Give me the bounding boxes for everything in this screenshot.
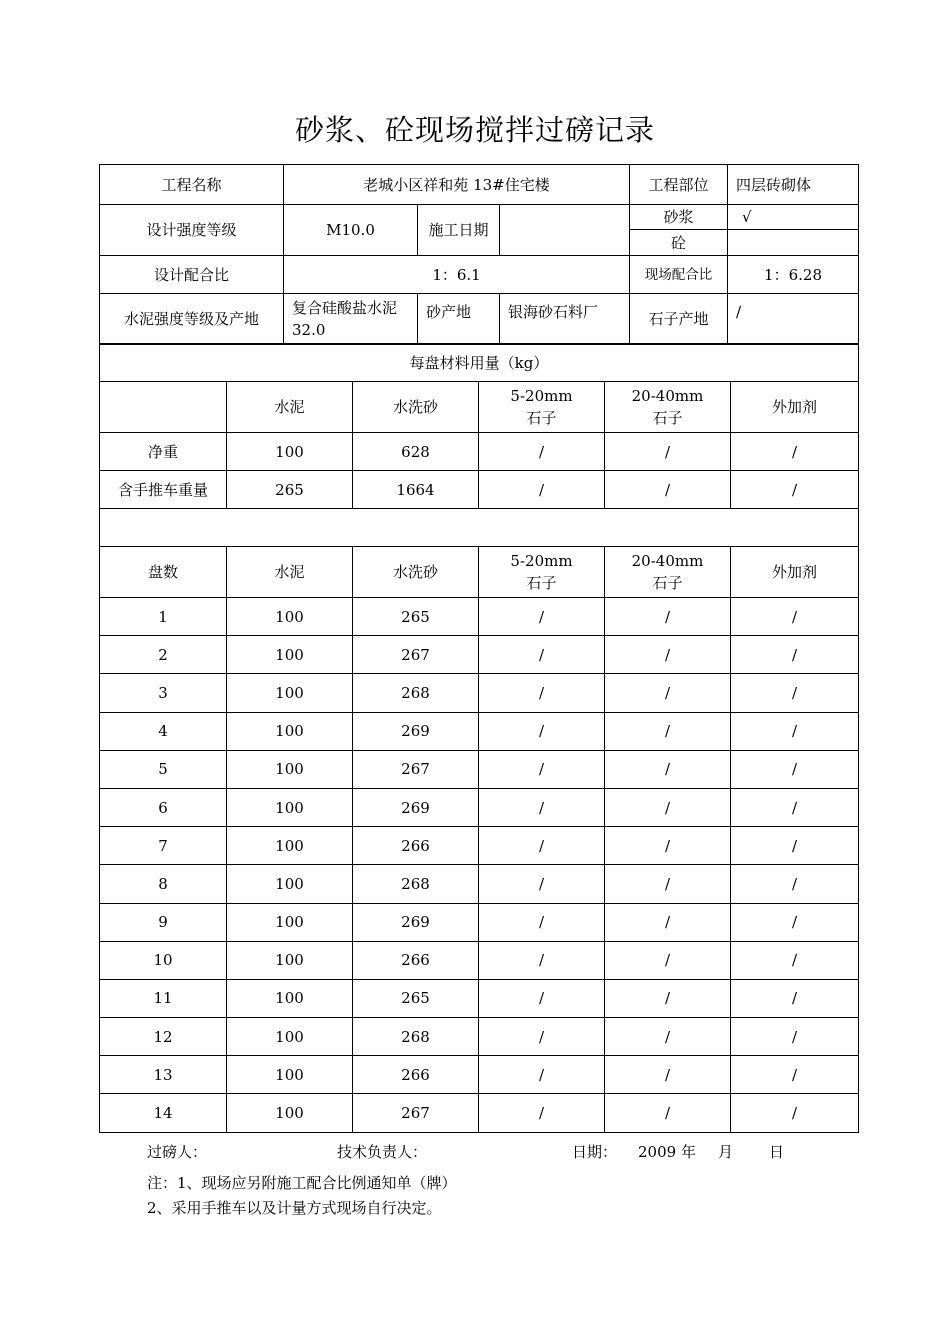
- batch-row: [100, 598, 859, 636]
- mortar-label: 砂浆: [630, 205, 728, 230]
- mix-label: 设计配合比: [100, 256, 284, 294]
- batch-stone-20-40: /: [605, 941, 731, 979]
- batch-additive: /: [731, 712, 859, 750]
- stone-origin-label: 石子产地: [630, 294, 728, 345]
- site-mix-label: 现场配合比: [630, 256, 728, 294]
- batch-sand: 266: [353, 1056, 479, 1094]
- batch-cement: 100: [227, 979, 353, 1017]
- batch-sand: 267: [353, 750, 479, 788]
- batch-stone-5-20: /: [479, 903, 605, 941]
- spacer-row: [100, 509, 859, 547]
- header-empty-cell: [100, 382, 227, 433]
- concrete-check: [728, 230, 859, 256]
- batch-cement: 100: [227, 1018, 353, 1056]
- batch-cement: 100: [227, 712, 353, 750]
- batch-row: [100, 941, 859, 979]
- batch-cement: 100: [227, 827, 353, 865]
- batch-additive: /: [731, 674, 859, 712]
- batch-row: [100, 903, 859, 941]
- batch-number: 5: [100, 750, 227, 788]
- col-stone-5-20-label: 石子: [526, 409, 557, 427]
- net-stone-20-40: /: [605, 433, 731, 471]
- batch-stone-5-20: /: [479, 636, 605, 674]
- batch-number: 14: [100, 1094, 227, 1132]
- batch-number: 7: [100, 827, 227, 865]
- batch-additive: /: [731, 865, 859, 903]
- batch-row: [100, 979, 859, 1017]
- net-weight-row: [100, 433, 859, 471]
- cement-line1: 复合硅酸盐水泥: [292, 299, 398, 317]
- batch-row: [100, 750, 859, 788]
- note-1: 注：1、现场应另附施工配合比例通知单（牌）: [147, 1174, 457, 1192]
- sand-origin-value: 银海砂石料厂: [500, 294, 630, 345]
- batch-cement: 100: [227, 941, 353, 979]
- cement-line2: 32.0: [292, 321, 326, 339]
- batch-stone-20-40: /: [605, 1094, 731, 1132]
- col-stone-20-40-label-2: 石子: [652, 574, 683, 592]
- gross-weight-row: [100, 471, 859, 509]
- batch-number: 1: [100, 598, 227, 636]
- batch-number: 13: [100, 1056, 227, 1094]
- project-part-value: 四层砖砌体: [728, 165, 859, 205]
- batch-number: 10: [100, 941, 227, 979]
- batch-stone-20-40: /: [605, 750, 731, 788]
- batch-cement: 100: [227, 750, 353, 788]
- batch-sand: 269: [353, 903, 479, 941]
- col-stone-5-20-size-2: 5-20mm: [510, 552, 573, 570]
- batch-stone-20-40: /: [605, 865, 731, 903]
- batch-stone-5-20: /: [479, 827, 605, 865]
- batch-row: [100, 674, 859, 712]
- batch-stone-20-40: /: [605, 712, 731, 750]
- batch-cement: 100: [227, 788, 353, 826]
- batch-stone-20-40: /: [605, 979, 731, 1017]
- batch-additive: /: [731, 636, 859, 674]
- cement-label: 水泥强度等级及产地: [100, 294, 284, 345]
- batch-number: 3: [100, 674, 227, 712]
- batch-number: 12: [100, 1018, 227, 1056]
- net-weight-label: 净重: [100, 433, 227, 471]
- gross-stone-5-20: /: [479, 471, 605, 509]
- batch-number: 6: [100, 788, 227, 826]
- net-additive: /: [731, 433, 859, 471]
- col-stone-20-40-2: [605, 547, 731, 598]
- batch-number: 9: [100, 903, 227, 941]
- batch-cement: 100: [227, 903, 353, 941]
- batch-additive: /: [731, 788, 859, 826]
- site-mix-value: 1：6.28: [728, 256, 859, 294]
- batch-additive: /: [731, 1018, 859, 1056]
- batch-cement: 100: [227, 674, 353, 712]
- batch-stone-5-20: /: [479, 941, 605, 979]
- col-stone-5-20: [479, 382, 605, 433]
- page-title: 砂浆、砼现场搅拌过磅记录: [294, 113, 655, 147]
- concrete-label: 砼: [630, 230, 728, 256]
- batch-additive: /: [731, 903, 859, 941]
- batch-stone-5-20: /: [479, 750, 605, 788]
- strength-label: 设计强度等级: [100, 205, 284, 256]
- batch-number: 8: [100, 865, 227, 903]
- batch-row: [100, 1018, 859, 1056]
- col-sand-2: 水洗砂: [353, 547, 479, 598]
- tech-lead-label: 技术负责人：: [337, 1143, 428, 1161]
- batch-sand: 267: [353, 636, 479, 674]
- batch-cement: 100: [227, 1094, 353, 1132]
- strength-value: M10.0: [284, 205, 418, 256]
- batch-cement: 100: [227, 1056, 353, 1094]
- batch-additive: /: [731, 979, 859, 1017]
- batch-sand: 268: [353, 674, 479, 712]
- col-cement-2: 水泥: [227, 547, 353, 598]
- batch-row: [100, 1094, 859, 1132]
- batch-cement: 100: [227, 598, 353, 636]
- batch-number: 2: [100, 636, 227, 674]
- gross-sand: 1664: [353, 471, 479, 509]
- batch-additive: /: [731, 750, 859, 788]
- batch-sand: 269: [353, 712, 479, 750]
- batch-sand: 265: [353, 979, 479, 1017]
- col-stone-5-20-size: 5-20mm: [510, 387, 573, 405]
- date-label: 施工日期: [418, 205, 500, 256]
- batch-stone-5-20: /: [479, 1018, 605, 1056]
- batch-stone-5-20: /: [479, 788, 605, 826]
- gross-cement: 265: [227, 471, 353, 509]
- materials-section-title: 每盘材料用量（kg）: [100, 344, 859, 382]
- batch-sand: 267: [353, 1094, 479, 1132]
- batch-stone-20-40: /: [605, 674, 731, 712]
- date-value: [500, 205, 630, 256]
- col-stone-20-40: [605, 382, 731, 433]
- batch-stone-20-40: /: [605, 1056, 731, 1094]
- batch-stone-5-20: /: [479, 979, 605, 1017]
- batch-additive: /: [731, 827, 859, 865]
- batch-stone-5-20: /: [479, 1094, 605, 1132]
- batch-row: [100, 865, 859, 903]
- batch-row: [100, 1056, 859, 1094]
- batch-sand: 265: [353, 598, 479, 636]
- project-name-value: 老城小区祥和苑 13#住宅楼: [284, 165, 630, 205]
- batch-row: [100, 788, 859, 826]
- batch-additive: /: [731, 598, 859, 636]
- batch-sand: 269: [353, 788, 479, 826]
- batch-row: [100, 636, 859, 674]
- batch-additive: /: [731, 941, 859, 979]
- gross-additive: /: [731, 471, 859, 509]
- sign-date-year: 2009 年: [638, 1143, 696, 1161]
- col-sand: 水洗砂: [353, 382, 479, 433]
- mix-value: 1：6.1: [284, 256, 630, 294]
- batch-stone-5-20: /: [479, 712, 605, 750]
- batch-additive: /: [731, 1094, 859, 1132]
- stone-origin-value: /: [728, 294, 859, 345]
- batch-additive: /: [731, 1056, 859, 1094]
- col-stone-20-40-size-2: 20-40mm: [631, 552, 704, 570]
- col-stone-5-20-2: [479, 547, 605, 598]
- batch-stone-20-40: /: [605, 1018, 731, 1056]
- batch-stone-5-20: /: [479, 1056, 605, 1094]
- materials-table: [99, 343, 859, 1133]
- project-part-label: 工程部位: [630, 165, 728, 205]
- batch-stone-20-40: /: [605, 903, 731, 941]
- cement-value: [284, 294, 418, 345]
- batch-sand: 268: [353, 1018, 479, 1056]
- gross-weight-label: 含手推车重量: [100, 471, 227, 509]
- mortar-check: √: [728, 205, 859, 230]
- col-batch: 盘数: [100, 547, 227, 598]
- net-stone-5-20: /: [479, 433, 605, 471]
- col-stone-20-40-label: 石子: [652, 409, 683, 427]
- batch-stone-5-20: /: [479, 674, 605, 712]
- batch-sand: 266: [353, 827, 479, 865]
- batch-sand: 266: [353, 941, 479, 979]
- project-info-table: [99, 164, 859, 345]
- col-cement: 水泥: [227, 382, 353, 433]
- batch-stone-5-20: /: [479, 865, 605, 903]
- batch-cement: 100: [227, 636, 353, 674]
- batch-stone-20-40: /: [605, 636, 731, 674]
- batch-row: [100, 712, 859, 750]
- col-stone-20-40-size: 20-40mm: [631, 387, 704, 405]
- batch-stone-5-20: /: [479, 598, 605, 636]
- sign-date-day: 日: [769, 1143, 785, 1161]
- sand-origin-label: 砂产地: [418, 294, 500, 345]
- col-stone-5-20-label-2: 石子: [526, 574, 557, 592]
- col-additive-2: 外加剂: [731, 547, 859, 598]
- batch-stone-20-40: /: [605, 827, 731, 865]
- note-2: 2、采用手推车以及计量方式现场自行决定。: [147, 1199, 442, 1217]
- batch-number: 4: [100, 712, 227, 750]
- sign-date-label: 日期：: [572, 1143, 618, 1161]
- batch-rows: [100, 598, 859, 1133]
- batch-number: 11: [100, 979, 227, 1017]
- gross-stone-20-40: /: [605, 471, 731, 509]
- batch-stone-20-40: /: [605, 598, 731, 636]
- batch-cement: 100: [227, 865, 353, 903]
- net-sand: 628: [353, 433, 479, 471]
- batch-row: [100, 827, 859, 865]
- project-name-label: 工程名称: [100, 165, 284, 205]
- col-additive: 外加剂: [731, 382, 859, 433]
- net-cement: 100: [227, 433, 353, 471]
- sign-date-month: 月: [718, 1143, 734, 1161]
- batch-stone-20-40: /: [605, 788, 731, 826]
- weigher-label: 过磅人：: [147, 1143, 208, 1161]
- batch-sand: 268: [353, 865, 479, 903]
